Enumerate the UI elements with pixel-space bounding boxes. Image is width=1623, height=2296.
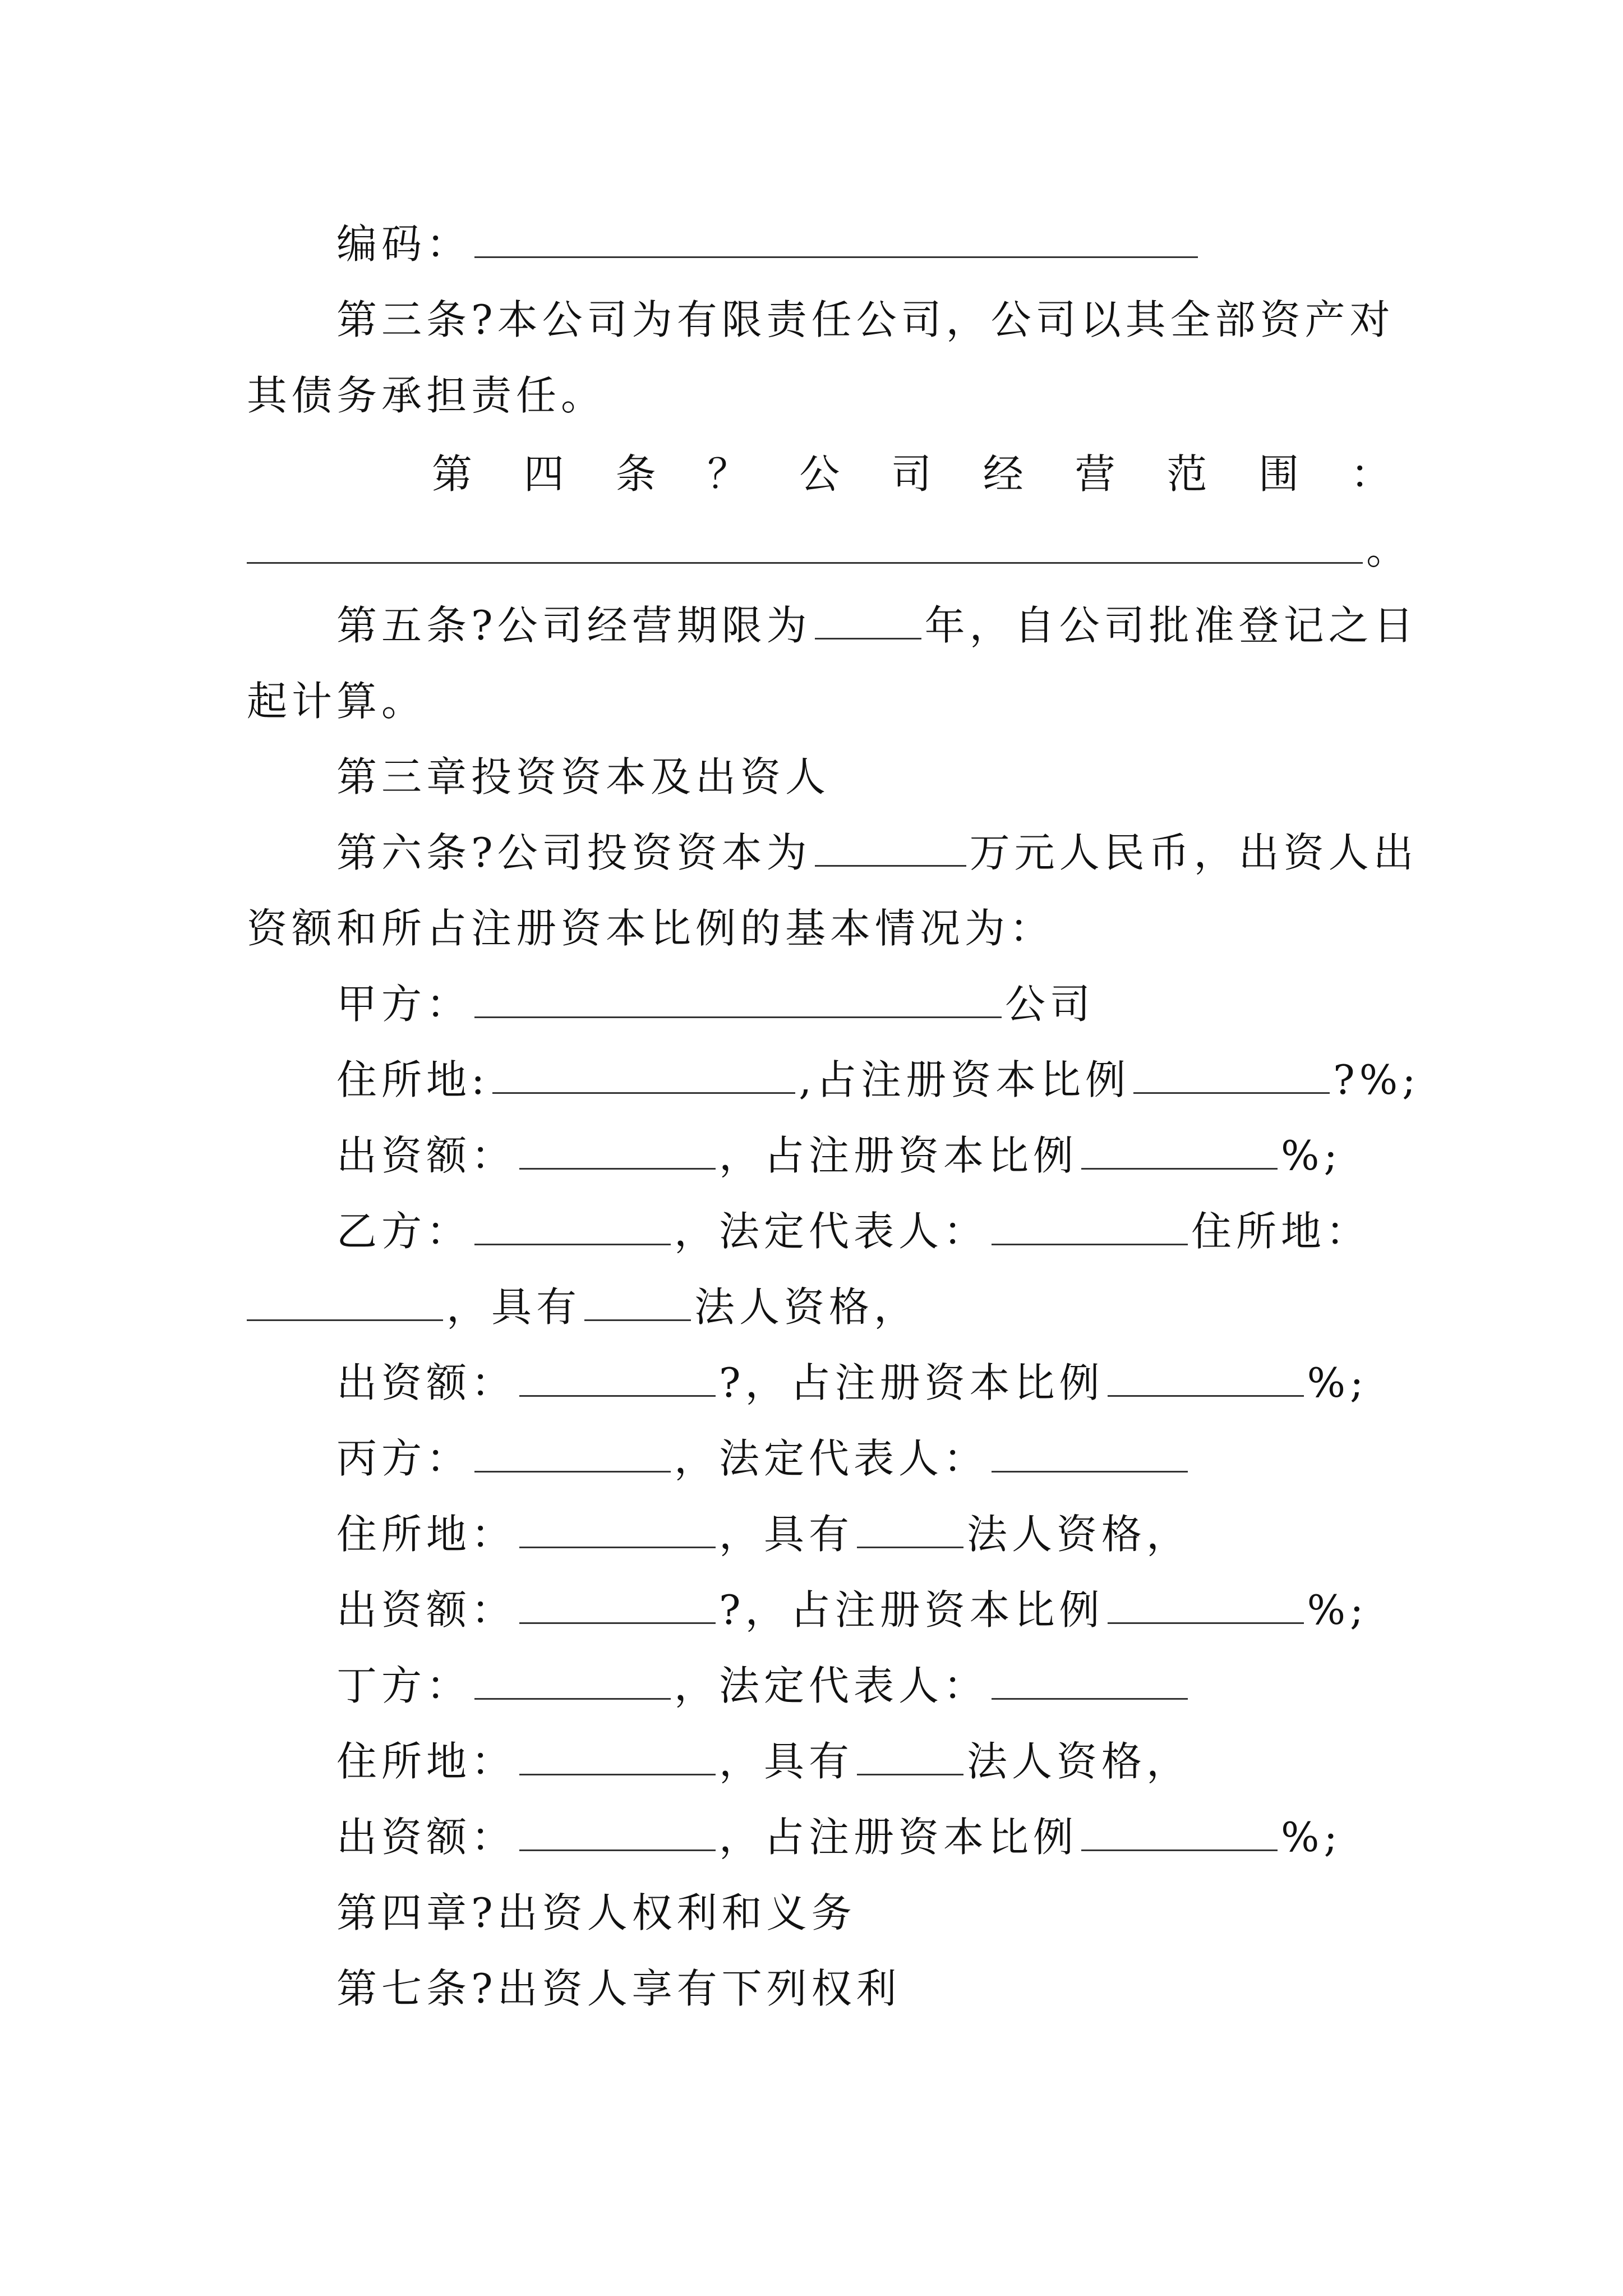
article-4-char: 围 bbox=[1258, 450, 1299, 498]
article-4-line-1 bbox=[432, 446, 1391, 502]
article-4-char: 营 bbox=[1075, 450, 1115, 498]
party-b-qualification-suffix: 法人资格， bbox=[694, 1283, 919, 1331]
party-c-amount-blank[interactable] bbox=[519, 1589, 716, 1624]
article-5-line-1 bbox=[336, 597, 1418, 654]
party-d-address-label: 住所地： bbox=[336, 1738, 517, 1785]
article-4-char: 公 bbox=[799, 450, 840, 498]
party-a-label: 甲方： bbox=[336, 981, 472, 1028]
party-b-address-blank[interactable] bbox=[247, 1286, 443, 1321]
party-b-amount-line bbox=[336, 1355, 1368, 1411]
party-b-amount-label: 出资额： bbox=[336, 1359, 517, 1406]
party-a-ratio-blank[interactable] bbox=[1133, 1059, 1330, 1094]
party-a-line bbox=[336, 976, 1095, 1032]
article-5-text-b: 年，自公司批准登记之日 bbox=[924, 602, 1418, 649]
party-c-amount-line bbox=[336, 1582, 1368, 1638]
party-b-line bbox=[336, 1203, 1371, 1259]
business-scope-blank[interactable] bbox=[247, 528, 1363, 564]
party-c-address-blank[interactable] bbox=[519, 1513, 716, 1548]
term-years-blank[interactable] bbox=[815, 604, 921, 639]
party-b-ratio-suffix: %; bbox=[1307, 1359, 1368, 1406]
article-4-line-2 bbox=[247, 522, 1411, 578]
article-4-char: ？ bbox=[707, 450, 748, 498]
party-a-amount-ratio-blank[interactable] bbox=[1081, 1134, 1278, 1170]
party-d-line bbox=[336, 1658, 1191, 1714]
party-b-address-label: 住所地： bbox=[1191, 1208, 1371, 1255]
party-b-line-2 bbox=[247, 1279, 919, 1335]
chapter-4-heading: 第四章?出资人权利和义务 bbox=[336, 1889, 856, 1936]
party-c-rep-blank[interactable] bbox=[992, 1437, 1188, 1473]
party-c-ratio-suffix: %; bbox=[1307, 1586, 1368, 1634]
party-b-label: 乙方： bbox=[336, 1208, 472, 1255]
party-d-rep-label: ，法定代表人： bbox=[674, 1662, 989, 1709]
article-4-char: 四 bbox=[523, 450, 564, 498]
article-4-char: 第 bbox=[432, 450, 473, 498]
party-c-ratio-blank[interactable] bbox=[1108, 1589, 1304, 1624]
party-d-amount-label: 出资额： bbox=[336, 1814, 517, 1861]
party-b-amount-blank[interactable] bbox=[519, 1361, 716, 1397]
article-5-text-a: 第五条?公司经营期限为 bbox=[336, 602, 811, 649]
code-label: 编码： bbox=[336, 220, 472, 268]
party-a-address-blank[interactable] bbox=[492, 1059, 795, 1094]
party-d-name-blank[interactable] bbox=[474, 1664, 671, 1700]
party-d-address-blank[interactable] bbox=[519, 1740, 716, 1775]
party-c-address-label: 住所地： bbox=[336, 1511, 517, 1558]
article-6-line-1 bbox=[336, 825, 1418, 881]
party-c-rep-label: ，法定代表人： bbox=[674, 1435, 989, 1482]
party-c-name-blank[interactable] bbox=[474, 1437, 671, 1473]
article-6-line-2: 资额和所占注册资本比例的基本情况为： bbox=[247, 905, 1055, 952]
party-b-qualification-label: ，具有 bbox=[446, 1283, 582, 1331]
party-c-qualification-suffix: 法人资格， bbox=[967, 1511, 1192, 1558]
party-a-amount-line bbox=[336, 1128, 1342, 1184]
party-c-label: 丙方： bbox=[336, 1435, 472, 1482]
article-7-line: 第七条?出资人享有下列权利 bbox=[336, 1965, 901, 2012]
party-b-rep-blank[interactable] bbox=[992, 1210, 1188, 1245]
party-c-qualification-label: ，具有 bbox=[719, 1511, 854, 1558]
article-4-char: 司 bbox=[891, 450, 932, 498]
party-d-qualification-blank[interactable] bbox=[857, 1740, 963, 1775]
party-b-qualification-blank[interactable] bbox=[584, 1286, 691, 1321]
party-d-ratio-suffix: %; bbox=[1281, 1814, 1342, 1861]
article-4-char: 经 bbox=[983, 450, 1023, 498]
party-d-address-line bbox=[336, 1733, 1191, 1789]
capital-amount-blank[interactable] bbox=[815, 831, 966, 867]
party-d-ratio-label: ，占注册资本比例 bbox=[719, 1814, 1078, 1861]
party-c-address-line bbox=[336, 1506, 1191, 1562]
party-a-amount-label: 出资额： bbox=[336, 1132, 517, 1179]
article-4-char: 条 bbox=[615, 450, 656, 498]
party-b-name-blank[interactable] bbox=[474, 1210, 671, 1245]
party-a-ratio-label: ,占注册资本比例 bbox=[799, 1056, 1131, 1103]
chapter-3-heading: 第三章投资资本及出资人 bbox=[336, 753, 831, 800]
party-d-amount-blank[interactable] bbox=[519, 1816, 716, 1851]
party-b-ratio-blank[interactable] bbox=[1108, 1361, 1304, 1397]
party-c-line bbox=[336, 1430, 1191, 1487]
article-4-char: ： bbox=[1350, 450, 1391, 498]
party-a-amount-suffix: %; bbox=[1281, 1132, 1342, 1179]
party-d-label: 丁方： bbox=[336, 1662, 472, 1709]
party-d-rep-blank[interactable] bbox=[992, 1664, 1188, 1700]
code-blank[interactable] bbox=[474, 223, 1198, 258]
party-c-ratio-label: ?，占注册资本比例 bbox=[719, 1586, 1104, 1634]
party-a-address-label: 住所地: bbox=[336, 1056, 490, 1103]
party-a-address-line bbox=[336, 1052, 1420, 1108]
party-a-suffix: 公司 bbox=[1005, 981, 1095, 1028]
party-a-ratio-suffix: ?%; bbox=[1333, 1056, 1421, 1103]
article-4-end: 。 bbox=[1366, 526, 1412, 573]
party-d-amount-line bbox=[336, 1809, 1342, 1865]
article-6-text-b: 万元人民币，出资人出 bbox=[969, 829, 1418, 876]
party-d-ratio-blank[interactable] bbox=[1081, 1816, 1278, 1851]
party-c-qualification-blank[interactable] bbox=[857, 1513, 963, 1548]
code-line bbox=[336, 216, 1201, 272]
party-d-qualification-label: ，具有 bbox=[719, 1738, 854, 1785]
party-c-amount-label: 出资额： bbox=[336, 1586, 517, 1634]
party-b-rep-label: ，法定代表人： bbox=[674, 1208, 989, 1255]
party-b-ratio-label: ?，占注册资本比例 bbox=[719, 1359, 1104, 1406]
party-a-amount-ratio-label: ，占注册资本比例 bbox=[719, 1132, 1078, 1179]
article-4-char: 范 bbox=[1166, 450, 1207, 498]
party-d-qualification-suffix: 法人资格， bbox=[967, 1738, 1192, 1785]
article-6-text-a: 第六条?公司投资资本为 bbox=[336, 829, 811, 876]
party-a-name-blank[interactable] bbox=[474, 983, 1002, 1018]
article-3-line-2: 其债务承担责任。 bbox=[247, 372, 606, 419]
article-5-line-2: 起计算。 bbox=[247, 678, 427, 725]
article-3-line-1: 第三条?本公司为有限责任公司，公司以其全部资产对 bbox=[336, 296, 1395, 343]
party-a-amount-blank[interactable] bbox=[519, 1134, 716, 1170]
